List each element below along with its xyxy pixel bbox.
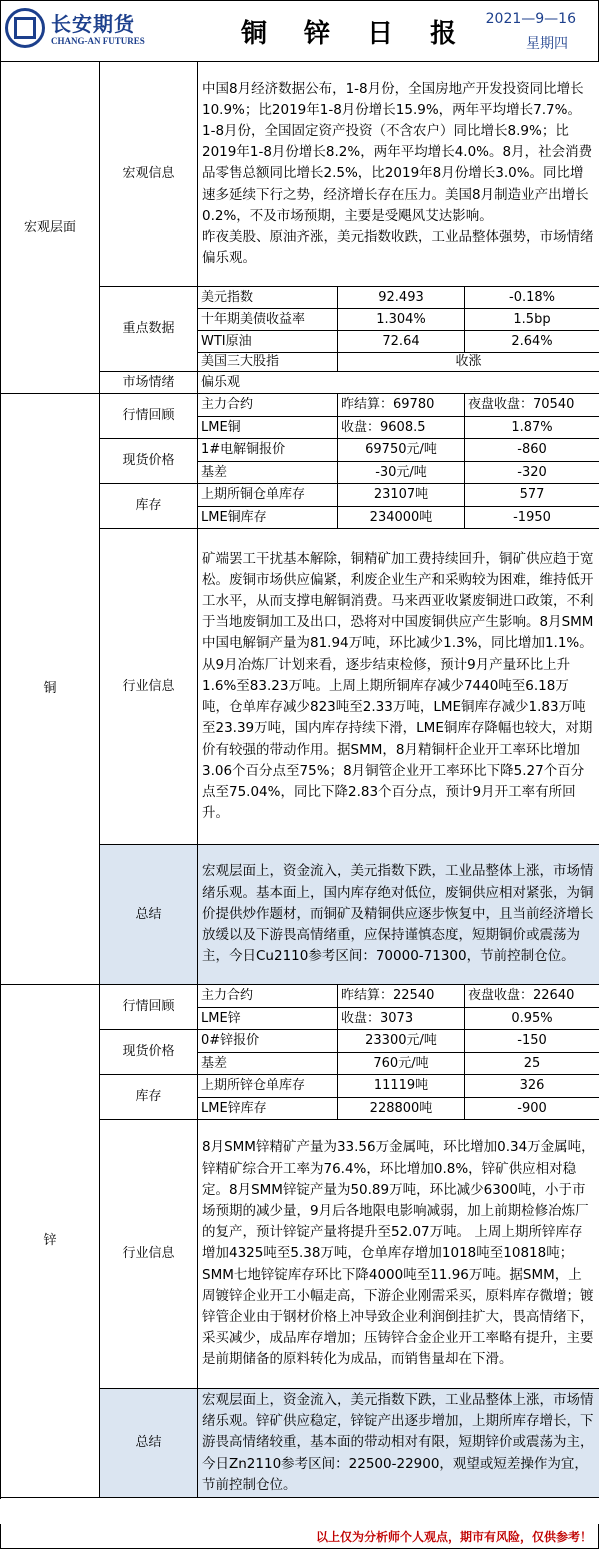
copper-stock-change: 577 — [465, 484, 599, 507]
zinc-stock-label: 库存 — [100, 1075, 198, 1120]
zinc-review-name: LME锌 — [198, 1008, 338, 1030]
copper-review-name: LME铜 — [198, 417, 338, 439]
copper-review-value: 收盘：9608.5 — [338, 417, 465, 439]
zinc-review-value: 昨结算：22540 — [338, 985, 465, 1008]
zinc-spot-value: 760元/吨 — [338, 1053, 465, 1075]
zinc-review-change: 夜盘收盘：22640 — [465, 985, 599, 1008]
logo-cn-text: 长安期货 — [51, 12, 135, 36]
zinc-review-value: 收盘：3073 — [338, 1008, 465, 1030]
section-copper: 铜 — [1, 394, 100, 985]
copper-summary-label: 总结 — [100, 845, 198, 985]
key-row-change: 2.64% — [465, 331, 599, 353]
key-row-name: WTI原油 — [198, 331, 338, 353]
copper-spot-name: 基差 — [198, 462, 338, 484]
key-row-change: -0.18% — [465, 287, 599, 309]
copper-spot-value: 69750元/吨 — [338, 439, 465, 462]
copper-stock-change: -1950 — [465, 507, 599, 529]
copper-spot-value: -30元/吨 — [338, 462, 465, 484]
key-row-value: 72.64 — [338, 331, 465, 353]
copper-review-value: 昨结算：69780 — [338, 394, 465, 417]
key-row-name: 美元指数 — [198, 287, 338, 309]
zinc-spot-change: -150 — [465, 1030, 599, 1053]
company-logo — [5, 8, 161, 52]
disclaimer-text: 以上仅为分析师个人观点，期市有风险，仅供参考！ — [315, 1530, 592, 1544]
copper-stock-label: 库存 — [100, 484, 198, 529]
zinc-stock-name: LME锌库存 — [198, 1098, 338, 1120]
copper-spot-change: -860 — [465, 439, 599, 462]
zinc-spot-name: 0#锌报价 — [198, 1030, 338, 1053]
report-title: 铜 锌 日 报 — [241, 19, 471, 49]
macro-info-label: 宏观信息 — [100, 62, 198, 287]
zinc-review-change: 0.95% — [465, 1008, 599, 1030]
copper-spot-name: 1#电解铜报价 — [198, 439, 338, 462]
copper-review-label: 行情回顾 — [100, 394, 198, 439]
zinc-stock-change: -900 — [465, 1098, 599, 1120]
section-zinc: 锌 — [1, 985, 100, 1498]
report-date: 2021—9—16 — [485, 11, 576, 27]
report-header — [0, 0, 599, 62]
zinc-stock-value: 11119吨 — [338, 1075, 465, 1098]
zinc-summary-label: 总结 — [100, 1389, 198, 1498]
zinc-stock-value: 228800吨 — [338, 1098, 465, 1120]
zinc-review-name: 主力合约 — [198, 985, 338, 1008]
copper-stock-value: 234000吨 — [338, 507, 465, 529]
key-row-value: 1.304% — [338, 309, 465, 331]
zinc-summary-text: 宏观层面上，资金流入，美元指数下跌，工业品整体上涨，市场情绪乐观。锌矿供应稳定，锌锭产出逐步增加，上期所库存增长，下游畏高情绪较重，基本面的带动相对有限，短期锌价或震荡为主，今日Zn2110参考区间：22500-22900，观望或短差操作为宜，节前控制仓位。 — [198, 1389, 599, 1498]
key-row-value: 92.493 — [338, 287, 465, 309]
macro-info-text: 中国8月经济数据公布，1-8月份，全国房地产开发投资同比增长10.9%；比2019年1-8月份增长15.9%，两年平均增长7.7%。 1-8月份，全国固定资产投资（不含农户）同比增长8.9%；比2019年1-8月份增长8.2%，两年平均增长4.0%。8月，社会消费品零售总额同比增长2.5%，比2019年8月份增长3.0%。同比增速多延续下行之势，经济增长存在压力。美国8月制造业产出增长0.2%，不及市场预期，主要是受飓风艾达影响。 昨夜美股、原油齐涨，美元指数收跌，工业品整体强势，市场情绪偏乐观。 — [198, 62, 599, 287]
report-table — [0, 61, 599, 1498]
us-index-label: 美国三大股指 — [198, 353, 338, 372]
macro-key-label: 重点数据 — [100, 287, 198, 372]
zinc-industry-label: 行业信息 — [100, 1120, 198, 1389]
sentiment-label: 市场情绪 — [100, 372, 198, 394]
footer — [0, 1524, 599, 1549]
logo-en-text: CHANG-AN FUTURES — [51, 36, 145, 46]
copper-industry-label: 行业信息 — [100, 529, 198, 845]
zinc-spot-value: 23300元/吨 — [338, 1030, 465, 1053]
report-weekday: 星期四 — [526, 36, 568, 52]
zinc-spot-name: 基差 — [198, 1053, 338, 1075]
copper-stock-name: LME铜库存 — [198, 507, 338, 529]
copper-review-name: 主力合约 — [198, 394, 338, 417]
zinc-stock-name: 上期所锌仓单库存 — [198, 1075, 338, 1098]
sentiment-value: 偏乐观 — [198, 372, 599, 394]
copper-summary-text: 宏观层面上，资金流入，美元指数下跌，工业品整体上涨，市场情绪乐观。基本面上，国内库存绝对低位，废铜供应相对紧张，为铜价提供炒作题材，而铜矿及精铜供应逐步恢复中，且当前经济增长放缓以及下游畏高情绪重，应保持谨慎态度，短期铜价或震荡为主，今日Cu2110参考区间：70000-71300，节前控制仓位。 — [198, 845, 599, 985]
copper-review-change: 夜盘收盘：70540 — [465, 394, 599, 417]
zinc-stock-change: 326 — [465, 1075, 599, 1098]
zinc-spot-change: 25 — [465, 1053, 599, 1075]
copper-spot-label: 现货价格 — [100, 439, 198, 484]
zinc-spot-label: 现货价格 — [100, 1030, 198, 1075]
zinc-industry-text: 8月SMM锌精矿产量为33.56万金属吨，环比增加0.34万金属吨，锌精矿综合开工率为76.4%，环比增加0.8%，锌矿供应相对稳定。8月SMM锌锭产量为50.89万吨，环比减少6300吨，小于市场预期的减少量，9月后各地限电影响减弱，加上前期检修冶炼厂的复产，预计锌锭产量将提升至52.07万吨。 上周上期所锌库存增加4325吨至5.38万吨，仓单库存增加1018吨至10818吨；SMM七地锌锭库存环比下降4000吨至11.96万吨。据SMM，上周镀锌企业开工小幅走高，下游企业刚需采买，原料库存微增；镀锌管企业由于钢材价格上冲导致企业利润倒挂扩大，畏高情绪下，采买减少，成品库存增加；压铸锌合金企业开工率略有提升，主要是前期储备的原料转化为成品，而销售量却在下滑。 — [198, 1120, 599, 1389]
key-row-name: 十年期美债收益率 — [198, 309, 338, 331]
key-row-change: 1.5bp — [465, 309, 599, 331]
logo-emblem-icon — [5, 8, 45, 48]
us-index-value: 收涨 — [338, 353, 599, 372]
copper-review-change: 1.87% — [465, 417, 599, 439]
zinc-review-label: 行情回顾 — [100, 985, 198, 1030]
copper-stock-value: 23107吨 — [338, 484, 465, 507]
section-macro: 宏观层面 — [1, 62, 100, 394]
copper-stock-name: 上期所铜仓单库存 — [198, 484, 338, 507]
copper-industry-text: 矿端罢工干扰基本解除，铜精矿加工费持续回升，铜矿供应趋于宽松。废铜市场供应偏紧，利废企业生产和采购较为困难，维持低开工水平，从而支撑电解铜消费。马来西亚收紧废铜进口政策，不利于当地废铜加工及出口，恐将对中国废铜供应产生影响。8月SMM中国电解铜产量为81.94万吨，环比减少1.3%，同比增加1.1%。从9月冶炼厂计划来看，逐步结束检修，预计9月产量环比上升1.6%至83.23万吨。上周上期所铜库存减少7440吨至6.18万吨，仓单库存减少823吨至2.33万吨，LME铜库存减少1.83万吨至23.39万吨，国内库存持续下滑，LME铜库存降幅也较大，对期价有较强的带动作用。据SMM，8月精铜杆企业开工率环比增加3.06个百分点至75%；8月铜管企业开工率环比下降5.27个百分点至75.04%，同比下降2.83个百分点，预计9月开工率有所回升。 — [198, 529, 599, 845]
copper-spot-change: -320 — [465, 462, 599, 484]
